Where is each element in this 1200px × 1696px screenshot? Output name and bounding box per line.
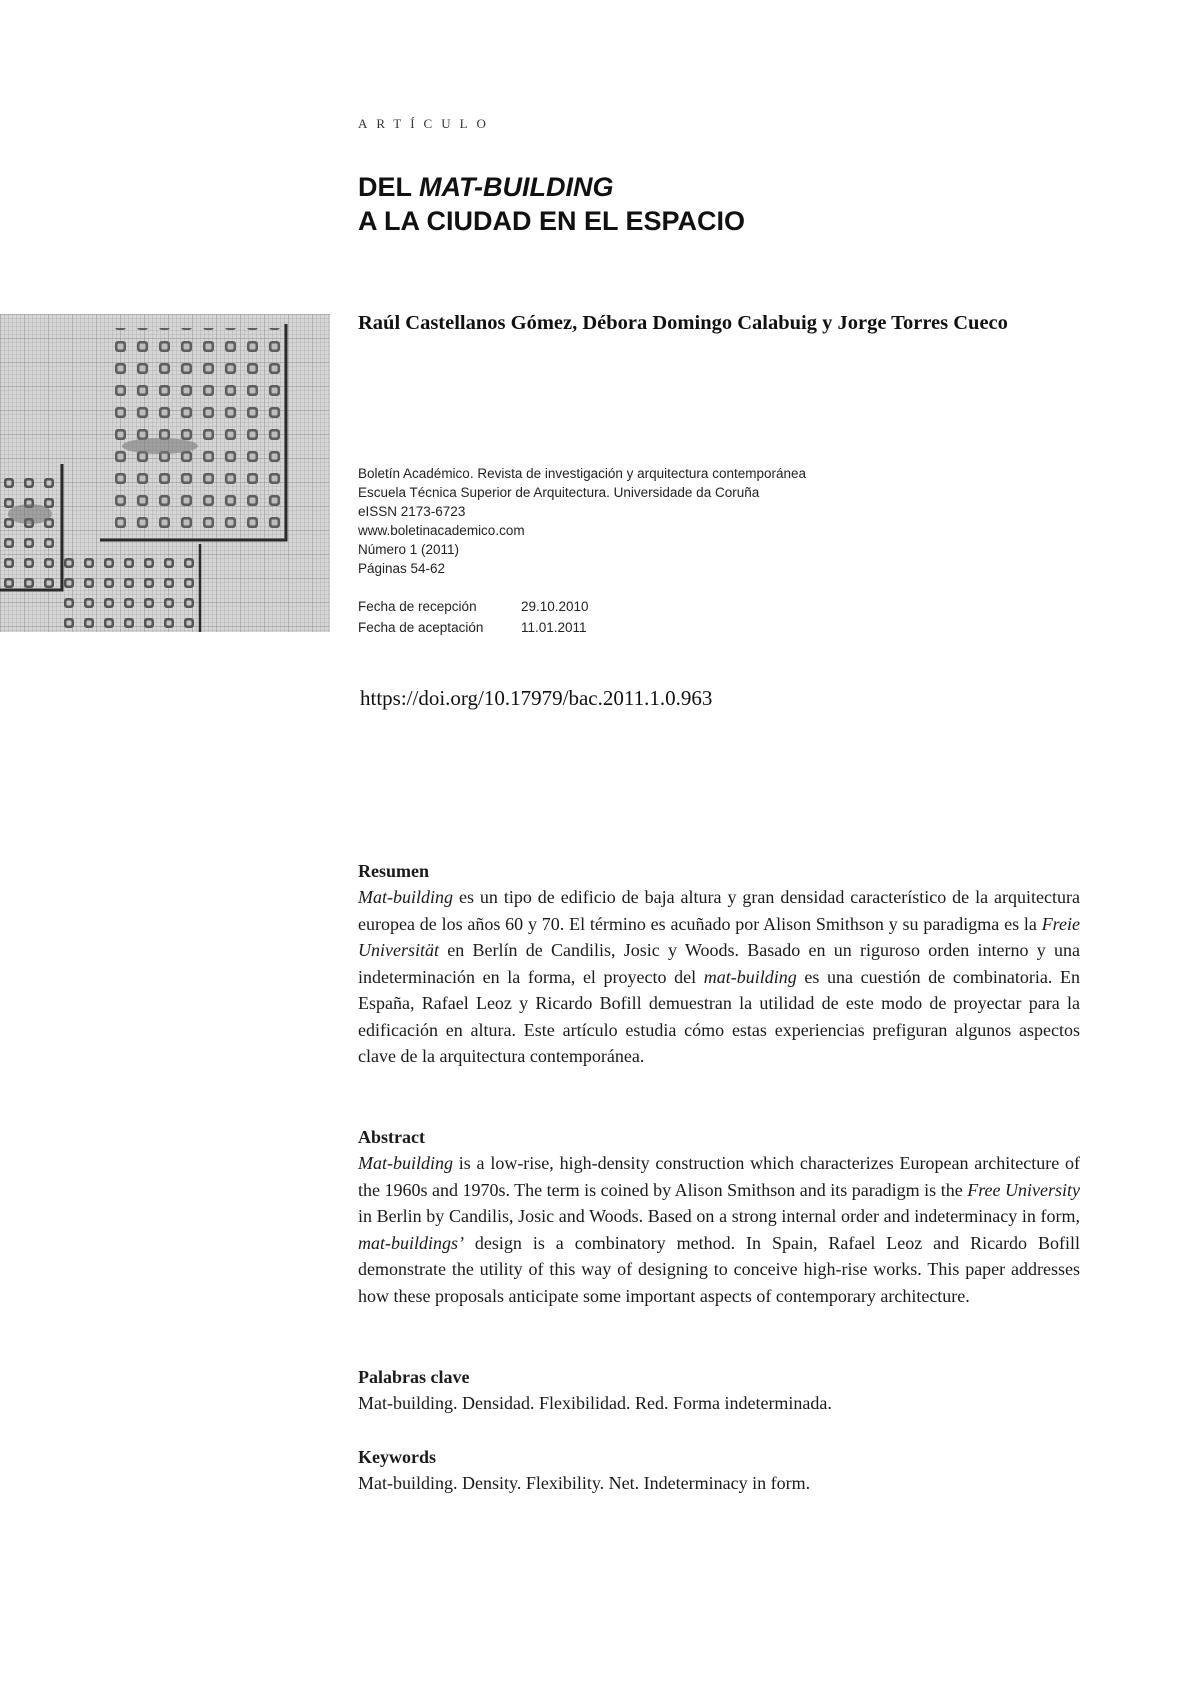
abstract-text-3: design is a combinatory method. In Spain, Rafael Leoz and Ricardo Bofill demonstrate the utility of this way of designing to conceive high-rise works. This paper addresses how these proposals anticipate some important aspects of contemporary architecture. (358, 1232, 1080, 1306)
abstract-text-1: is a low-rise, high-density construction which characterizes European architecture of the 1960s and 1970s. The term is coined by Alison Smithson and its paradigm is the (358, 1153, 1080, 1200)
palabras-clave-section (358, 1364, 1080, 1417)
title-line-2: A LA CIUDAD EN EL ESPACIO (358, 206, 746, 236)
submission-dates (358, 596, 589, 638)
resumen-section (358, 858, 1080, 1070)
journal-website: www.boletinacademico.com (358, 523, 525, 538)
keywords-heading: Keywords (358, 1447, 436, 1467)
abstract-text-2: in Berlin by Candilis, Josic and Woods. Based on a strong internal order and indeterminacy in form, (358, 1206, 1080, 1226)
school-name: Escuela Técnica Superior de Arquitectura. Universidade da Coruña (358, 485, 760, 500)
accepted-date-row (358, 617, 589, 638)
title-line-1 (358, 170, 1118, 204)
abstract-body (358, 1150, 1080, 1309)
resumen-heading: Resumen (358, 861, 429, 881)
plan-figure (0, 314, 330, 632)
keywords-section (358, 1444, 1080, 1497)
article-authors: Raúl Castellanos Gómez, Débora Domingo Calabuig y Jorge Torres Cueco (358, 312, 1008, 334)
article-type-label: ARTÍCULO (358, 116, 495, 131)
article-title (358, 170, 1118, 238)
issue-number: Número 1 (2011) (358, 542, 460, 557)
doi-link[interactable]: https://doi.org/10.17979/bac.2011.1.0.963 (360, 686, 713, 710)
received-label: Fecha de recepción (358, 599, 477, 614)
resumen-text-3: es una cuestión de combinatoria. En España, Rafael Leoz y Ricardo Bofill demuestran la utilidad de este modo de proyectar para la edificación en altura. Este artículo estudia cómo estas experiencias prefiguran algunos aspectos clave de la arquitectura contemporánea. (358, 966, 1081, 1066)
keywords-text: Mat-building. Density. Flexibility. Net. Indeterminacy in form. (358, 1473, 811, 1493)
publication-metadata (358, 464, 878, 578)
resumen-term-3: mat-building (703, 966, 797, 987)
mat-building-plan-image (0, 314, 330, 632)
abstract-term-3: mat-buildings’ (358, 1232, 464, 1253)
abstract-term-1: Mat-building (358, 1153, 453, 1173)
eissn: eISSN 2173-6723 (358, 504, 466, 519)
abstract-section (358, 1124, 1080, 1309)
accepted-value: 11.01.2011 (521, 620, 587, 635)
received-date-row (358, 596, 589, 617)
received-value: 29.10.2010 (521, 599, 589, 614)
abstract-term-2: Free University (967, 1179, 1080, 1200)
palabras-clave-text: Mat-building. Densidad. Flexibilidad. Red. Forma indeterminada. (358, 1393, 832, 1413)
title-italic-term: MAT-BUILDING (419, 172, 614, 202)
palabras-clave-heading: Palabras clave (358, 1367, 470, 1387)
resumen-text-2: en Berlín de Candilis, Josic y Woods. Basado en un riguroso orden interno y una indeterminación en la forma, el proyecto del (358, 940, 1080, 987)
page-range: Páginas 54-62 (358, 561, 446, 576)
resumen-term-1: Mat-building (358, 887, 453, 907)
accepted-label: Fecha de aceptación (358, 620, 484, 635)
journal-name: Boletín Académico. Revista de investigación y arquitectura contemporánea (358, 466, 807, 481)
title-prefix: DEL (358, 172, 420, 202)
resumen-text-1: es un tipo de edificio de baja altura y gran densidad característico de la arquitectura europea de los años 60 y 70. El término es acuñado por Alison Smithson y su paradigma es la (358, 887, 1080, 934)
abstract-heading: Abstract (358, 1127, 425, 1147)
resumen-term-2: Freie Universität (358, 913, 1080, 960)
resumen-body (358, 884, 1080, 1070)
